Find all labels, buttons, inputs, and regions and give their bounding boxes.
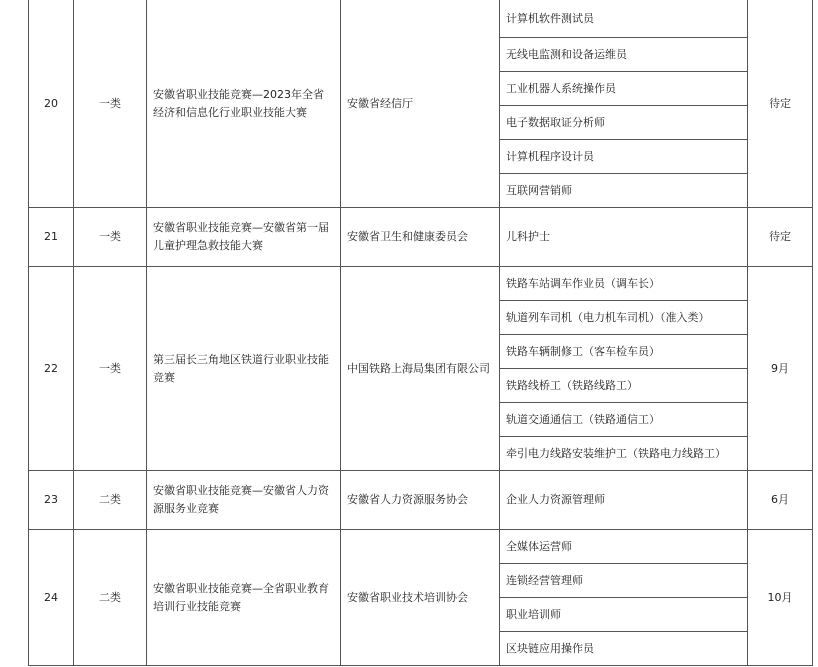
table-row: [29, 0, 813, 38]
row-number: 22: [29, 267, 74, 471]
occupation-item: 互联网营销师: [500, 174, 748, 208]
organizer-name: 安徽省卫生和健康委员会: [341, 208, 500, 267]
row-number: 20: [29, 0, 74, 208]
row-number: 24: [29, 530, 74, 666]
organizer-name: 安徽省职业技术培训协会: [341, 530, 500, 666]
organizer-name: 安徽省经信厅: [341, 0, 500, 208]
occupation-item: 工业机器人系统操作员: [500, 72, 748, 106]
occupation-item: 铁路车辆制修工（客车检车员）: [500, 335, 748, 369]
occupation-item: 企业人力资源管理师: [500, 471, 748, 530]
occupation-item: 牵引电力线路安装维护工（铁路电力线路工）: [500, 437, 748, 471]
row-number: 21: [29, 208, 74, 267]
competition-name: 安徽省职业技能竞赛—全省职业教育培训行业技能竞赛: [147, 530, 341, 666]
occupation-item: 计算机软件测试员: [500, 0, 748, 38]
occupation-item: 职业培训师: [500, 598, 748, 632]
occupation-item: 连锁经营管理师: [500, 564, 748, 598]
competition-category: 一类: [74, 267, 147, 471]
occupation-item: 区块链应用操作员: [500, 632, 748, 666]
table-body: [29, 0, 813, 666]
occupation-item: 儿科护士: [500, 208, 748, 267]
table-row: [29, 471, 813, 530]
table-row: [29, 267, 813, 301]
competition-time: 6月: [748, 471, 813, 530]
occupation-item: 铁路车站调车作业员（调车长）: [500, 267, 748, 301]
table-row: [29, 530, 813, 564]
competition-time: 9月: [748, 267, 813, 471]
organizer-name: 安徽省人力资源服务协会: [341, 471, 500, 530]
organizer-name: 中国铁路上海局集团有限公司: [341, 267, 500, 471]
competition-category: 二类: [74, 530, 147, 666]
occupation-item: 电子数据取证分析师: [500, 106, 748, 140]
occupation-item: 铁路线桥工（铁路线路工）: [500, 369, 748, 403]
competition-time: 待定: [748, 0, 813, 208]
row-number: 23: [29, 471, 74, 530]
table-row: [29, 208, 813, 267]
competition-time: 10月: [748, 530, 813, 666]
competition-category: 二类: [74, 471, 147, 530]
competition-name: 安徽省职业技能竞赛—2023年全省经济和信息化行业职业技能大赛: [147, 0, 341, 208]
competition-name: 第三届长三角地区铁道行业职业技能竞赛: [147, 267, 341, 471]
competition-name: 安徽省职业技能竞赛—安徽省第一届儿童护理急救技能大赛: [147, 208, 341, 267]
occupation-item: 全媒体运营师: [500, 530, 748, 564]
competition-time: 待定: [748, 208, 813, 267]
competition-table: [28, 0, 813, 666]
competition-category: 一类: [74, 0, 147, 208]
competition-category: 一类: [74, 208, 147, 267]
occupation-item: 计算机程序设计员: [500, 140, 748, 174]
occupation-item: 无线电监测和设备运维员: [500, 38, 748, 72]
occupation-item: 轨道列车司机（电力机车司机）（准入类）: [500, 301, 748, 335]
competition-name: 安徽省职业技能竞赛—安徽省人力资源服务业竞赛: [147, 471, 341, 530]
occupation-item: 轨道交通通信工（铁路通信工）: [500, 403, 748, 437]
